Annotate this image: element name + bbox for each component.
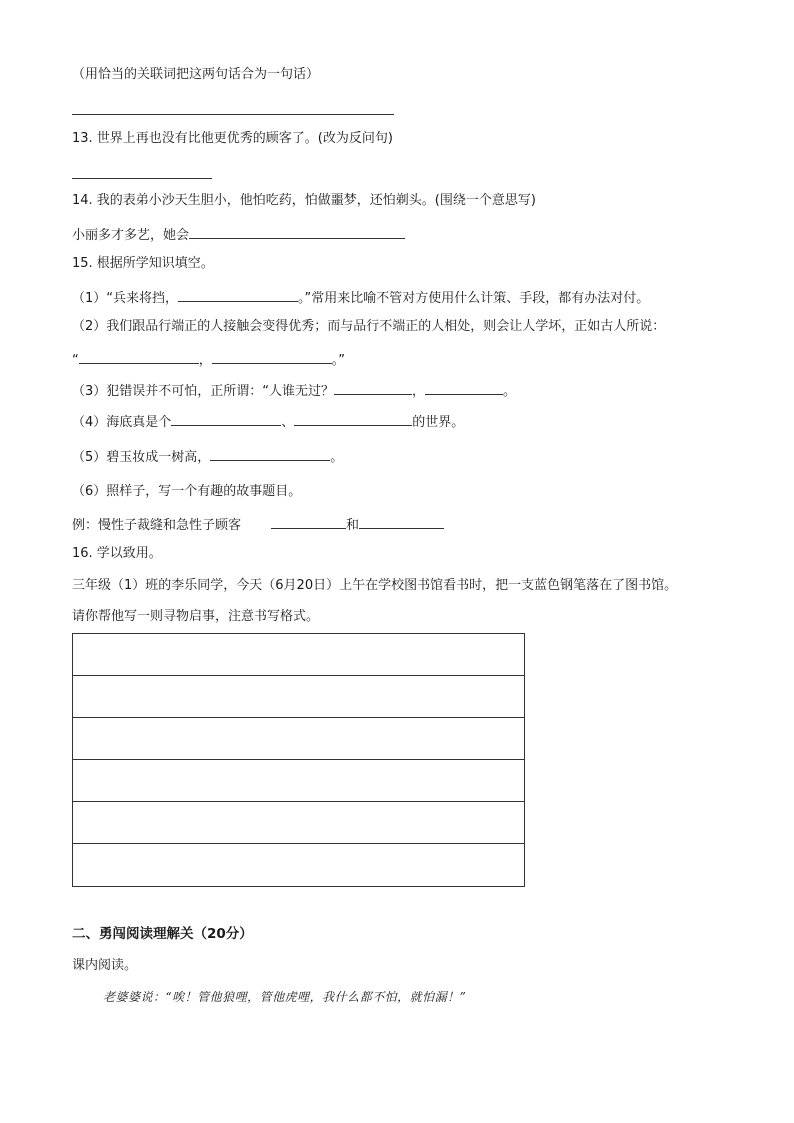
writing-row[interactable] — [73, 676, 524, 718]
q15-item2-open: “ — [72, 353, 79, 368]
q16-title: 16. 学以致用。 — [72, 546, 162, 561]
q15-item2-answer — [72, 349, 345, 370]
q15-example-and: 和 — [346, 518, 360, 533]
q15-item3-blank-1[interactable] — [334, 380, 412, 395]
q15-item4-blank-2[interactable] — [294, 411, 412, 426]
writing-row[interactable] — [73, 760, 524, 802]
q15-item5-blank[interactable] — [210, 446, 330, 461]
q15-item1-suffix: 。”常用来比喻不管对方使用什么计策、手段，都有办法对付。 — [298, 291, 650, 306]
q15-item4-suffix: 的世界。 — [412, 415, 465, 430]
q15-item5-prefix: （5）碧玉妆成一树高， — [72, 450, 211, 465]
q15-example-blank-1[interactable] — [271, 514, 346, 529]
q15-item1-blank[interactable] — [178, 287, 298, 302]
writing-row[interactable] — [73, 718, 524, 760]
writing-row[interactable] — [73, 634, 524, 676]
writing-row[interactable] — [73, 802, 524, 844]
q15-item1-prefix: （1）“兵来将挡， — [72, 291, 179, 306]
q14-answer-row — [72, 224, 405, 245]
q13-question: 13. 世界上再也没有比他更优秀的顾客了。(改为反问句) — [72, 131, 393, 146]
q15-item2-comma: ， — [198, 353, 212, 368]
q15-example-label: 例：慢性子裁缝和急性子顾客 — [72, 518, 242, 533]
q14-question: 14. 我的表弟小沙天生胆小，他怕吃药，怕做噩梦，还怕剃头。(围绕一个意思写) — [72, 193, 536, 208]
q15-example-row — [72, 514, 444, 535]
q13-answer-line[interactable] — [72, 178, 212, 179]
q15-item6: （6）照样子，写一个有趣的故事题目。 — [72, 484, 302, 499]
section2-subtitle: 课内阅读。 — [72, 958, 138, 973]
q14-prompt: 小丽多才多艺，她会 — [72, 228, 190, 243]
q15-item4-prefix: （4）海底真是个 — [72, 415, 172, 430]
q15-item4 — [72, 411, 464, 432]
q15-item4-sep: 、 — [281, 415, 295, 430]
q15-item5-end: 。 — [330, 450, 344, 465]
q15-example-blank-2[interactable] — [359, 514, 444, 529]
q14-answer-blank[interactable] — [189, 224, 405, 239]
section2-title: 二、勇闯阅读理解关（20分） — [72, 926, 253, 942]
q15-item3 — [72, 380, 516, 401]
q12-instruction: （用恰当的关联词把这两句话合为一句话） — [72, 67, 320, 82]
q12-answer-line[interactable] — [72, 114, 394, 115]
q15-item2-blank-2[interactable] — [212, 349, 332, 364]
q15-item2: （2）我们跟品行端正的人接触会变得优秀；而与品行不端正的人相处，则会让人学坏，正如古人所说： — [72, 319, 666, 334]
q15-item2-blank-1[interactable] — [79, 349, 199, 364]
writing-row[interactable] — [73, 844, 524, 886]
q15-item4-blank-1[interactable] — [171, 411, 281, 426]
q15-item3-comma: ， — [412, 384, 426, 399]
reading-quote: 老婆婆说：“唉！管他狼哩，管他虎哩，我什么都不怕，就怕漏！” — [103, 990, 467, 1004]
q16-line2: 请你帮他写一则寻物启事，注意书写格式。 — [72, 609, 320, 624]
q15-item3-blank-2[interactable] — [425, 380, 503, 395]
q15-item5 — [72, 446, 343, 467]
q15-item3-end: 。 — [503, 384, 517, 399]
q15-title: 15. 根据所学知识填空。 — [72, 256, 214, 271]
q16-writing-grid[interactable] — [72, 633, 525, 887]
q16-line1: 三年级（1）班的李乐同学，今天（6月20日）上午在学校图书馆看书时，把一支蓝色钢笔落在了图书馆。 — [72, 578, 678, 593]
q15-item1 — [72, 287, 649, 308]
q15-item3-prefix: （3）犯错误并不可怕，正所谓：“人谁无过？ — [72, 384, 335, 399]
q15-item2-close: 。” — [331, 353, 346, 368]
